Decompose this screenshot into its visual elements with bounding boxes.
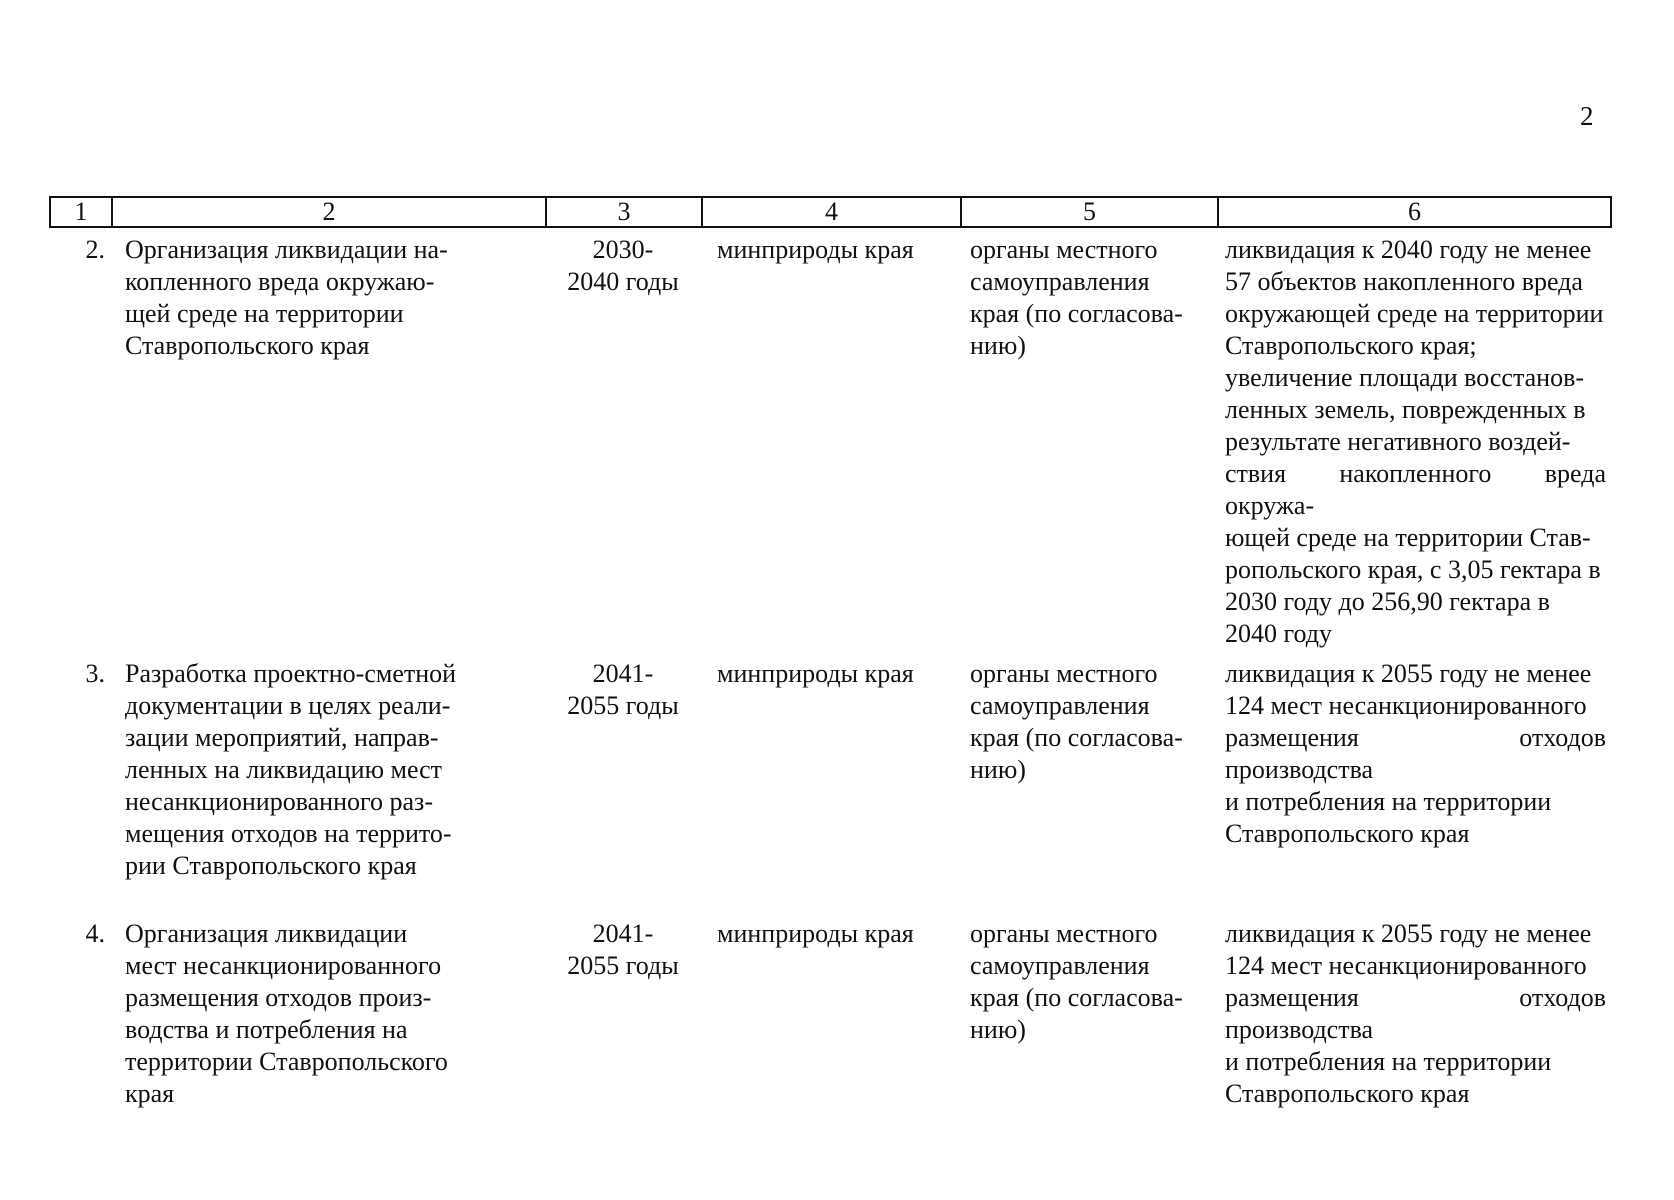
header-cell-6: 6 — [1408, 197, 1421, 226]
row-number: 3. — [85, 659, 105, 688]
measure-name: Разработка проектно-сметной документации в целях реали- зации мероприятий, направ- ленных на ликвидацию мест несанкционированного раз- мещения отходов на террито- рии Ставропольского края — [125, 659, 457, 880]
responsible-executor: минприроды края — [717, 659, 914, 688]
responsible-executor: минприроды края — [717, 919, 914, 948]
responsible-executor: минприроды края — [717, 235, 914, 264]
co-executor: органы местного самоуправления края (по согласова- нию) — [970, 919, 1183, 1044]
implementation-period: 2041- 2055 годы — [567, 919, 679, 980]
row-number: 4. — [85, 919, 105, 948]
row-number: 2. — [85, 235, 105, 264]
header-cell-4: 4 — [703, 198, 962, 226]
header-cell-1: 1 — [51, 198, 113, 226]
implementation-period: 2041- 2055 годы — [567, 659, 679, 720]
table-row — [49, 918, 1612, 1110]
header-cell-3: 3 — [547, 198, 703, 226]
co-executor: органы местного самоуправления края (по согласова- нию) — [970, 235, 1183, 360]
measure-name: Организация ликвидации на- копленного вреда окружаю- щей среде на территории Ставропольского края — [125, 235, 448, 360]
page-number: 2 — [1580, 101, 1594, 131]
expected-result: ликвидация к 2055 году не менее 124 мест несанкционированного размещения отходов производства и потребления на территории Ставропольского края — [1225, 919, 1606, 1108]
table-row — [49, 658, 1612, 882]
measure-name: Организация ликвидации мест несанкционированного размещения отходов произ- водства и потребления на территории Ставропольского края — [125, 919, 448, 1108]
implementation-period: 2030- 2040 годы — [567, 235, 679, 296]
header-cell-2: 2 — [113, 198, 547, 226]
expected-result: ликвидация к 2055 году не менее 124 мест несанкционированного размещения отходов производства и потребления на территории Ставропольского края — [1225, 659, 1606, 848]
header-cell-5: 5 — [962, 198, 1219, 226]
expected-result: ликвидация к 2040 году не менее 57 объектов накопленного вреда окружающей среде на территории Ставропольского края; увеличение площади восстанов- ленных земель, поврежденных в результате негативного воздей- ствия накопленного вреда окружа- ющей среде на территории Став- ропольского края, с 3,05 гектара в 2030 году до 256,90 гектара в 2040 году — [1225, 235, 1606, 648]
table-row — [49, 234, 1612, 650]
table-header-row — [49, 196, 1612, 228]
co-executor: органы местного самоуправления края (по согласова- нию) — [970, 659, 1183, 784]
